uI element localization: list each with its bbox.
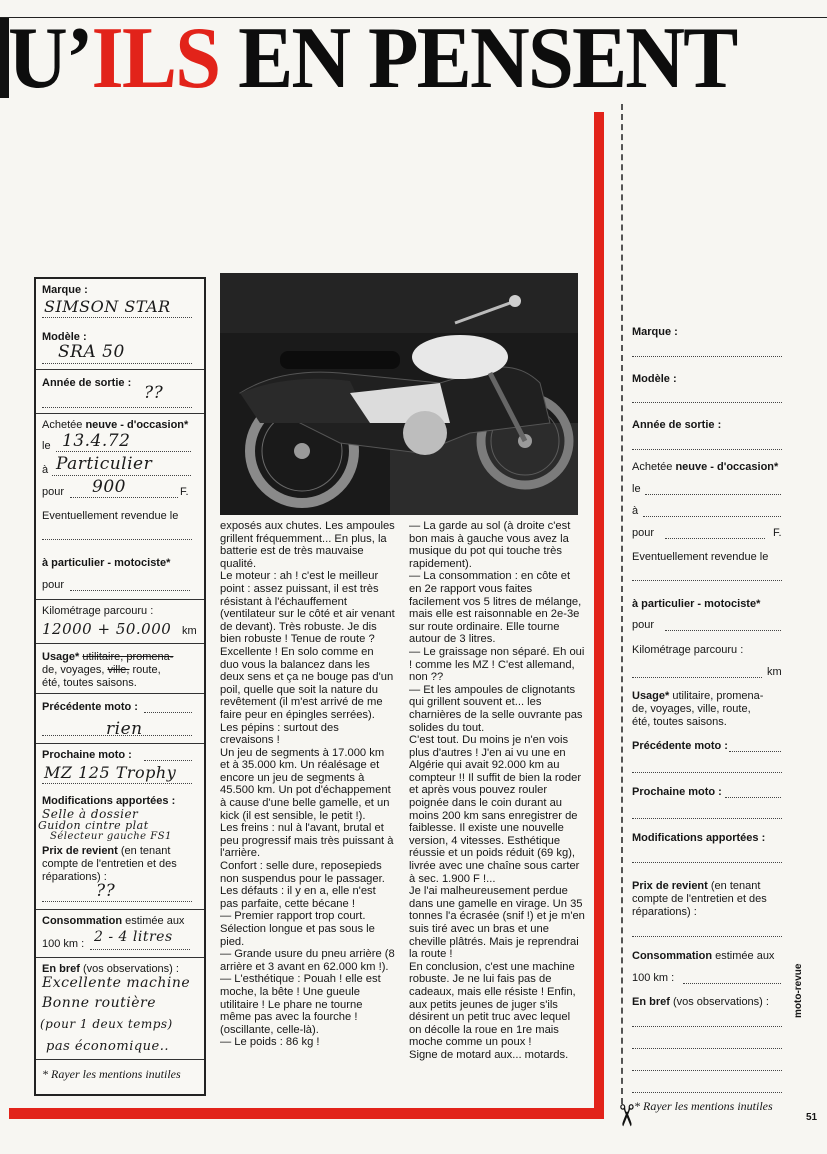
r-revendue-label: Eventuellement revendue le bbox=[632, 551, 769, 563]
km-value: 12000 + 50.000 bbox=[42, 620, 172, 638]
le-value: 13.4.72 bbox=[62, 431, 131, 451]
prix-value: ?? bbox=[96, 881, 116, 901]
dots[interactable] bbox=[643, 516, 781, 517]
dots[interactable] bbox=[632, 402, 782, 403]
col2-paragraph: C'est tout. Du moins je n'en vois plus d'autres ! J'en ai vu une en Algérie qui avait 92.000 km au compteur !! Il suffit de bien la roder et après vous pouvez rouler poignée dans le coin durant au moins 200 km sans enregistrer de faiblesse. Il existe une nouvelle version, 4 vitesses. Esthétique réussie et un poids réduit (69 kg), livrée avec une chaîne sous carter à sec. 1.900 F !... bbox=[409, 734, 582, 885]
modifs-label: Modifications apportées : bbox=[42, 795, 176, 807]
r-conso-label: Consommation bbox=[632, 950, 713, 962]
r-annee-label: Année de sortie : bbox=[632, 419, 722, 431]
prochaine-label: Prochaine moto : bbox=[42, 749, 132, 761]
r-pour2-label: pour bbox=[632, 619, 655, 631]
marque-value: SIMSON STAR bbox=[44, 297, 171, 316]
dots[interactable] bbox=[632, 862, 782, 863]
annee-label: Année de sortie : bbox=[42, 377, 132, 389]
r-pour-label: pour bbox=[632, 527, 655, 539]
col1-paragraph: — Premier rapport trop court. Sélection longue et pas sous le pied. bbox=[220, 910, 375, 948]
divider bbox=[36, 369, 204, 370]
conso-line2: 100 km : bbox=[42, 938, 85, 950]
headline-red: ILS bbox=[91, 10, 220, 107]
a-value: Particulier bbox=[56, 454, 153, 474]
col2-paragraph: Je l'ai malheureusement perdue dans une gamelle en virage. Un 35 tonnes l'a écrasée (snif !) et je m'en suis tiré avec un bras et une cheville plâtrés. Mais je reprendrai la route ! bbox=[409, 885, 585, 961]
precedente-value: rien bbox=[106, 719, 143, 739]
col2-paragraph: En conclusion, c'est une machine robuste. Je ne lui fais pas de cadeaux, mais elle résiste ! Enfin, aux petits jeunes de juger s'ils désirent un petit truc avec lequel on décolle la roue en 1re mais moche comme un poux ! bbox=[409, 960, 576, 1049]
dots[interactable] bbox=[632, 1048, 782, 1049]
r-achetee-prefix: Achetée bbox=[632, 461, 673, 473]
dots bbox=[42, 317, 192, 318]
dots[interactable] bbox=[665, 630, 781, 631]
r-a-label: à bbox=[632, 505, 639, 517]
usage-line3: été, toutes saisons. bbox=[42, 677, 137, 689]
dots[interactable] bbox=[632, 1070, 782, 1071]
prix-label: Prix de revient bbox=[42, 845, 118, 857]
bref-value4: pas économique.. bbox=[46, 1039, 170, 1054]
r-achetee-options: neuve - d'occasion* bbox=[675, 461, 779, 473]
precedente-label: Précédente moto : bbox=[42, 701, 138, 713]
prochaine-value: MZ 125 Trophy bbox=[44, 763, 177, 782]
conso-value: 2 - 4 litres bbox=[94, 929, 173, 945]
km-label: Kilométrage parcouru : bbox=[42, 605, 154, 617]
usage-line2b: route, bbox=[132, 664, 161, 676]
r-conso-rest: estimée aux bbox=[715, 950, 775, 962]
dots[interactable] bbox=[632, 1026, 782, 1027]
annee-value: ?? bbox=[144, 383, 164, 403]
col2-paragraph: — Et les ampoules de clignotants qui grillent souvent et... les charnières de la selle ouvrante pas solides du tout. bbox=[409, 683, 583, 734]
dots[interactable] bbox=[683, 983, 781, 984]
divider bbox=[36, 693, 204, 694]
col1-paragraph: Les défauts : il y en a, elle n'est pas parfaite, cette bécane ! bbox=[220, 885, 376, 910]
r-marque-label: Marque : bbox=[632, 326, 678, 338]
usage-line2a: de, voyages, bbox=[42, 664, 105, 676]
red-vertical-bar bbox=[594, 112, 604, 1119]
headline-part2: EN PENSENT bbox=[219, 10, 737, 107]
col1-paragraph: exposés aux chutes. Les ampoules grillent fréquemment... En plus, la batterie est de très mauvaise qualité. bbox=[220, 520, 395, 570]
prix-rest: (en tenant bbox=[120, 845, 171, 857]
divider bbox=[36, 743, 204, 744]
r-usage-line3: été, toutes saisons. bbox=[632, 716, 727, 728]
dots[interactable] bbox=[632, 818, 782, 819]
dots bbox=[42, 783, 192, 784]
r-usage-line2: de, voyages, ville, route, bbox=[632, 703, 751, 715]
r-particulier-label: à particulier - motociste* bbox=[632, 598, 761, 610]
pour-value: 900 bbox=[92, 477, 126, 497]
r-prix-line2: compte de l'entretien et des bbox=[632, 893, 767, 905]
red-horizontal-bar bbox=[9, 1108, 604, 1119]
divider bbox=[36, 957, 204, 958]
km-unit: km bbox=[182, 625, 197, 637]
r-prix-rest: (en tenant bbox=[710, 880, 761, 892]
col2-paragraph: — Le graissage non séparé. Eh oui ! comme les MZ ! C'est allemand, non ?? bbox=[409, 645, 585, 684]
r-prochaine-label: Prochaine moto : bbox=[632, 786, 722, 798]
le-label: le bbox=[42, 440, 51, 452]
prix-line2: compte de l'entretien et des bbox=[42, 858, 177, 870]
usage-label: Usage* bbox=[42, 651, 80, 663]
dots[interactable] bbox=[645, 494, 781, 495]
col1-paragraph: — Grande usure du pneu arrière (8 arrière et 3 avant en 62.000 km !). bbox=[220, 948, 395, 973]
dots[interactable] bbox=[729, 751, 781, 752]
dots bbox=[144, 760, 192, 761]
bref-value2: Bonne routière bbox=[42, 995, 156, 1011]
col2-paragraph: — La garde au sol (à droite c'est bon mais à gauche vous avez la musique du pot qui touche très rapidement). bbox=[409, 520, 571, 570]
col1-paragraph: — Le poids : 86 kg ! bbox=[220, 1036, 320, 1049]
marque-label: Marque : bbox=[42, 284, 88, 296]
dots bbox=[144, 712, 192, 713]
dots bbox=[42, 901, 192, 902]
motorcycle-photo bbox=[220, 273, 578, 515]
dots[interactable] bbox=[632, 677, 762, 678]
footnote: * Rayer les mentions inutiles bbox=[42, 1067, 181, 1081]
r-bref-rest: (vos observations) : bbox=[672, 996, 769, 1008]
r-prix-label: Prix de revient bbox=[632, 880, 708, 892]
divider bbox=[36, 1059, 204, 1060]
a-label: à bbox=[42, 464, 49, 476]
scissors-icon: ✂ bbox=[609, 1102, 643, 1129]
modifs-value3: Sélecteur gauche FS1 bbox=[50, 831, 172, 842]
page-number: 51 bbox=[806, 1112, 818, 1123]
dots[interactable] bbox=[632, 580, 782, 581]
dots bbox=[42, 539, 192, 540]
r-km-label: Kilométrage parcouru : bbox=[632, 644, 744, 656]
conso-rest: estimée aux bbox=[125, 915, 185, 927]
article-column-2 bbox=[409, 520, 585, 1062]
usage-struck1: utilitaire, promena- bbox=[82, 651, 174, 663]
dots[interactable] bbox=[632, 1092, 782, 1093]
bref-value3: (pour 1 deux temps) bbox=[40, 1017, 173, 1031]
revendue-label: Eventuellement revendue le bbox=[42, 510, 179, 522]
dots[interactable] bbox=[632, 936, 782, 937]
divider bbox=[36, 909, 204, 910]
dots[interactable] bbox=[725, 797, 781, 798]
dots[interactable] bbox=[632, 356, 782, 357]
bref-rest: (vos observations) : bbox=[82, 963, 179, 975]
modele-value: SRA 50 bbox=[58, 342, 125, 362]
col2-paragraph: — La consommation : en côte et en 2e rapport vous faites facilement vos 5 litres de mélange, mais elle est raisonnable en 2e-3e sur route ordinaire. Elle tourne autour de 3 litres. bbox=[409, 570, 582, 646]
col2-paragraph: Signe de motard aux... motards. bbox=[409, 1048, 569, 1061]
r-prix-line3: réparations) : bbox=[632, 906, 697, 918]
col1-paragraph: Confort : selle dure, reposepieds non suspendus pour le passager. bbox=[220, 860, 385, 885]
blank-form bbox=[621, 310, 791, 1100]
currency: F. bbox=[180, 486, 189, 498]
modifs-value2: Guidon cintre plat bbox=[38, 819, 149, 832]
headline bbox=[8, 10, 737, 107]
r-modifs-label: Modifications apportées : bbox=[632, 832, 766, 844]
r-usage-rest: utilitaire, promena- bbox=[672, 690, 764, 702]
dots bbox=[70, 497, 178, 498]
col1-paragraph: Le moteur : ah ! c'est le meilleur point : assez puissant, il est très résistant à l'échauffement (ventilateur sur le côté et air venant de devant). Très robuste. Je dis bien robuste ! Tenue de route ? Excellente ! En solo comme en duo vous la balancez dans les deux sens et ça ne bouge pas d'un poil, quelle que soit la nature du revêtement (il m'est arrivé de me faire peur en épingles serrées). bbox=[220, 570, 395, 721]
pour-label: pour bbox=[42, 486, 65, 498]
usage-struck2: ville, bbox=[107, 664, 130, 676]
dots bbox=[42, 363, 192, 364]
particulier-label: à particulier - motociste* bbox=[42, 557, 171, 569]
side-label: moto-revue bbox=[793, 963, 804, 1018]
conso-label: Consommation bbox=[42, 915, 123, 927]
motorcycle-image bbox=[220, 273, 578, 515]
col1-paragraph: — L'esthétique : Pouah ! elle est moche, la bête ! Une gueule utilitaire ! Le phare ne tourne même pas avec la fourche ! (oscillante, celle-là). bbox=[220, 973, 381, 1036]
dots bbox=[42, 735, 192, 736]
r-footnote: * Rayer les mentions inutiles bbox=[634, 1099, 773, 1113]
r-currency: F. bbox=[773, 527, 782, 539]
pour2-label: pour bbox=[42, 579, 65, 591]
dots[interactable] bbox=[665, 538, 765, 539]
bref-label: En bref bbox=[42, 963, 80, 975]
achetee-options: neuve - d'occasion* bbox=[85, 419, 189, 431]
dots[interactable] bbox=[632, 772, 782, 773]
filled-form bbox=[34, 277, 206, 1096]
r-precedente-label: Précédente moto : bbox=[632, 740, 728, 752]
col1-paragraph: Les pépins : surtout des crevaisons ! bbox=[220, 721, 339, 747]
r-bref-label: En bref bbox=[632, 996, 670, 1008]
achetee-prefix: Achetée bbox=[42, 419, 83, 431]
dots bbox=[52, 475, 191, 476]
dots bbox=[56, 451, 191, 452]
r-km-unit: km bbox=[767, 666, 782, 678]
r-le-label: le bbox=[632, 483, 641, 495]
dots bbox=[70, 590, 190, 591]
col1-paragraph: Un jeu de segments à 17.000 km et à 35.000 km. Un réalésage et encore un jeu de segments à 45.500 km. Un pot d'échappement à cause d'une belle gamelle, et un kick (il est sensible, le petit !). bbox=[220, 746, 391, 822]
modifs-value1: Selle à dossier bbox=[42, 807, 139, 821]
r-modele-label: Modèle : bbox=[632, 373, 677, 385]
divider bbox=[36, 413, 204, 414]
col1-paragraph: Les freins : nul à l'avant, brutal et peu progressif mais très puissant à l'arrière. bbox=[220, 822, 394, 860]
bref-value1: Excellente machine bbox=[42, 975, 191, 991]
dots[interactable] bbox=[632, 449, 782, 450]
divider bbox=[36, 599, 204, 600]
headline-part1: U’ bbox=[8, 10, 92, 107]
r-usage-label: Usage* bbox=[632, 690, 670, 702]
modele-label: Modèle : bbox=[42, 331, 87, 343]
r-conso-line2: 100 km : bbox=[632, 972, 675, 984]
dots bbox=[42, 407, 192, 408]
divider bbox=[36, 643, 204, 644]
dots bbox=[90, 949, 190, 950]
article-column-1 bbox=[220, 520, 395, 1049]
prix-line3: réparations) : bbox=[42, 871, 107, 883]
